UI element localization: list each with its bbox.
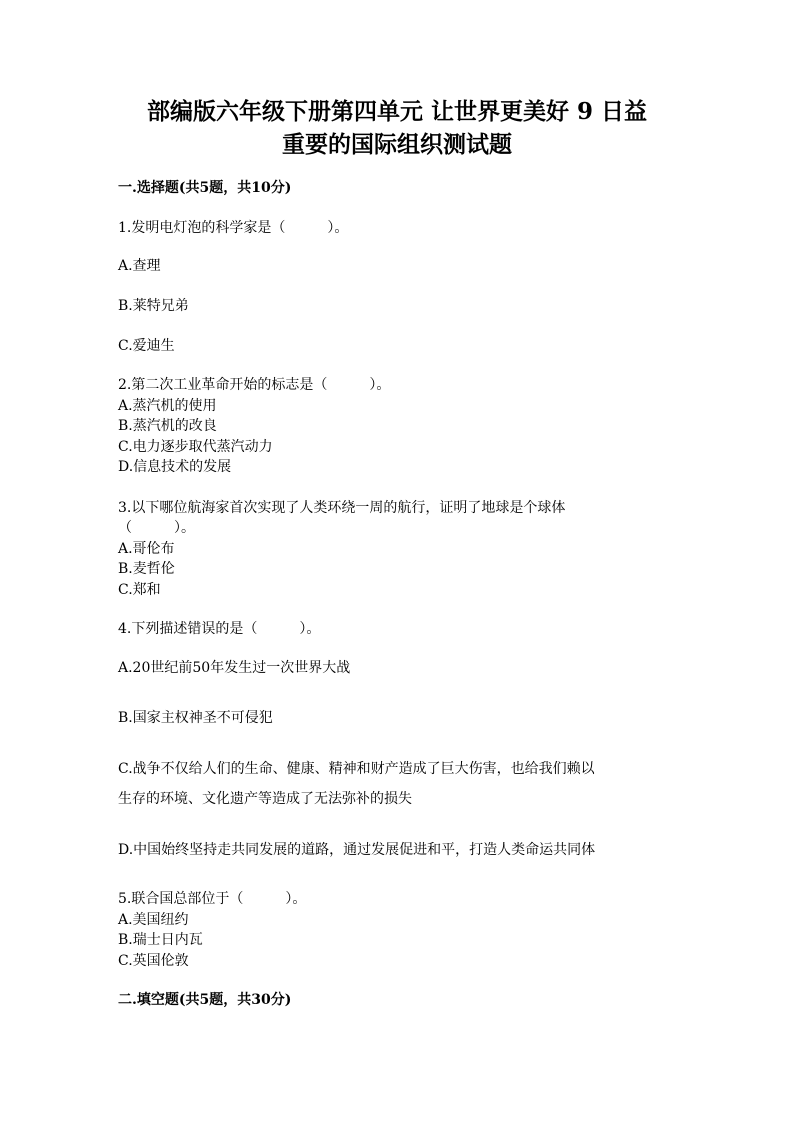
question-5-option-c: C.英国伦敦 (118, 953, 189, 969)
question-3-stem-line-1: 3.以下哪位航海家首次实现了人类环绕一周的航行，证明了地球是个球体 (118, 500, 566, 516)
question-1-option-b: B.莱特兄弟 (118, 298, 189, 314)
question-1-stem: 1.发明电灯泡的科学家是（ ）。 (118, 220, 349, 236)
question-3-option-b: B.麦哲伦 (118, 561, 175, 577)
question-4-option-b: B.国家主权神圣不可侵犯 (118, 710, 273, 726)
document-title-line-1: 部编版六年级下册第四单元 让世界更美好 9 日益 (146, 98, 648, 125)
section-heading-choice: 一.选择题(共5题，共10分) (118, 180, 292, 196)
question-2-option-c: C.电力逐步取代蒸汽动力 (118, 439, 273, 455)
question-1-option-c: C.爱迪生 (118, 338, 175, 354)
question-2-option-d: D.信息技术的发展 (118, 459, 232, 475)
question-1-option-a: A.查理 (118, 258, 161, 274)
question-2-stem: 2.第二次工业革命开始的标志是（ ）。 (118, 377, 391, 393)
question-4-option-a: A.20世纪前50年发生过一次世界大战 (118, 660, 351, 676)
question-2-option-b: B.蒸汽机的改良 (118, 418, 217, 434)
question-3-option-a: A.哥伦布 (118, 541, 175, 557)
question-3-option-c: C.郑和 (118, 582, 161, 598)
question-2-option-a: A.蒸汽机的使用 (118, 398, 217, 414)
question-4-stem: 4.下列描述错误的是（ ）。 (118, 621, 321, 637)
question-4-option-d: D.中国始终坚持走共同发展的道路，通过发展促进和平，打造人类命运共同体 (118, 842, 596, 858)
question-5-option-a: A.美国纽约 (118, 912, 189, 928)
question-4-option-c-line-2: 生存的环境、文化遗产等造成了无法弥补的损失 (118, 791, 412, 807)
question-3-stem-line-2: （ ）。 (118, 520, 195, 536)
question-5-stem: 5.联合国总部位于（ ）。 (118, 891, 307, 907)
document-title-line-2: 重要的国际组织测试题 (282, 131, 512, 158)
question-4-option-c-line-1: C.战争不仅给人们的生命、健康、精神和财产造成了巨大伤害，也给我们赖以 (118, 761, 595, 777)
question-5-option-b: B.瑞士日内瓦 (118, 932, 203, 948)
section-heading-fill-in: 二.填空题(共5题，共30分) (118, 992, 292, 1008)
